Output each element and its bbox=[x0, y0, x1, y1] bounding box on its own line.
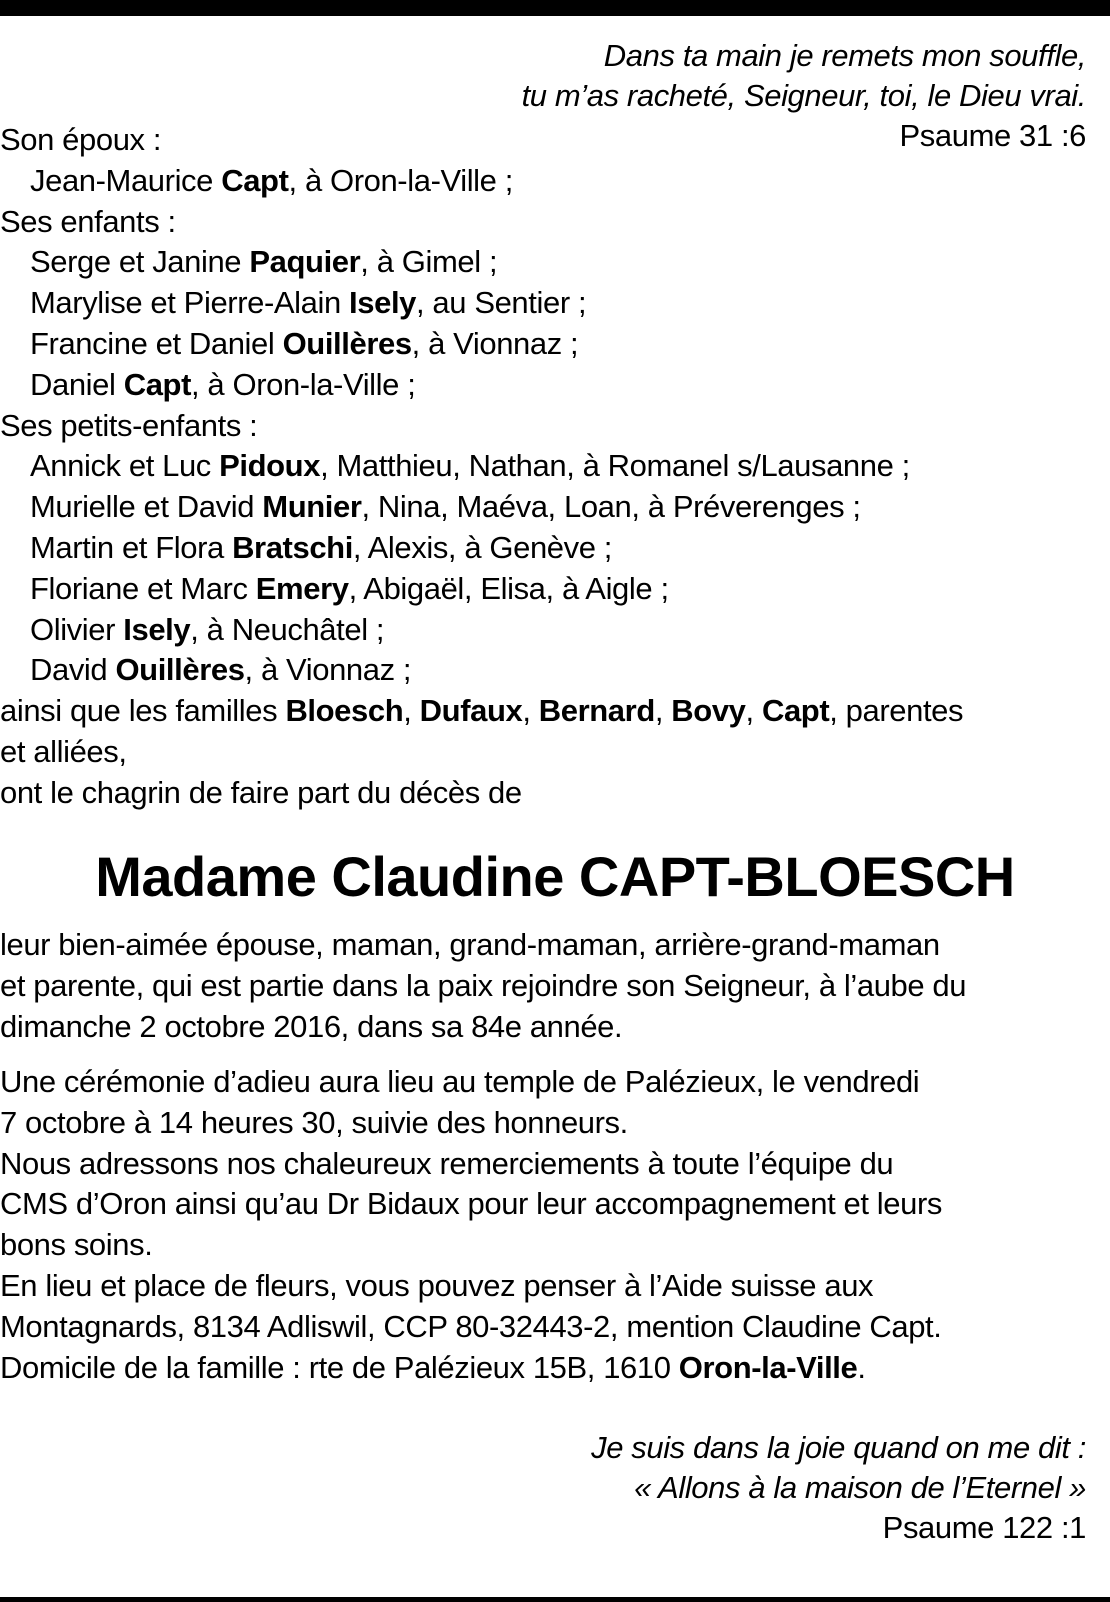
verse-bottom-line-2: « Allons à la maison de l’Eternel » bbox=[634, 1470, 1086, 1505]
family-name: Bloesch bbox=[285, 693, 404, 729]
family-list bbox=[0, 120, 1100, 814]
grandchild-entry: David Ouillères, à Vionnaz ; bbox=[30, 652, 412, 688]
domicile-line: Domicile de la famille : rte de Palézieux 15B, 1610 Oron-la-Ville. bbox=[0, 1349, 866, 1385]
surname: Emery bbox=[255, 570, 349, 606]
surname: Ouillères bbox=[282, 325, 412, 361]
verse-top-line-1: Dans ta main je remets mon souffle, bbox=[603, 38, 1086, 73]
tribute-line-2: et parente, qui est partie dans la paix rejoindre son Seigneur, à l’aube du bbox=[0, 967, 967, 1003]
surname: Paquier bbox=[249, 244, 361, 280]
surname: Ouillères bbox=[115, 652, 245, 688]
verse-bottom-reference: Psaume 122 :1 bbox=[882, 1510, 1086, 1545]
family-name: Bovy bbox=[671, 693, 746, 729]
donation-line-1: En lieu et place de fleurs, vous pouvez penser à l’Aide suisse aux bbox=[0, 1267, 874, 1303]
thanks-line-1: Nous adressons nos chaleureux remerciements à toute l’équipe du bbox=[0, 1145, 894, 1181]
tribute-paragraph bbox=[0, 925, 1100, 1047]
surname: Munier bbox=[262, 489, 362, 525]
grandchild-entry: Olivier Isely, à Neuchâtel ; bbox=[30, 611, 385, 647]
children-label: Ses enfants : bbox=[0, 203, 176, 239]
grandchildren-label: Ses petits-enfants : bbox=[0, 407, 258, 443]
tribute-line-1: leur bien-aimée épouse, maman, grand-maman, arrière-grand-maman bbox=[0, 927, 940, 962]
family-name: Dufaux bbox=[419, 693, 523, 729]
thanks-line-2: CMS d’Oron ainsi qu’au Dr Bidaux pour leur accompagnement et leurs bbox=[0, 1186, 942, 1222]
grandchild-entry: Murielle et David Munier, Nina, Maéva, Loan, à Préverenges ; bbox=[30, 489, 861, 525]
grandchild-entry: Martin et Flora Bratschi, Alexis, à Genève ; bbox=[30, 529, 613, 565]
family-name: Capt bbox=[761, 693, 830, 729]
surname: Isely bbox=[123, 611, 191, 647]
child-entry: Serge et Janine Paquier, à Gimel ; bbox=[30, 244, 498, 280]
surname: Capt bbox=[123, 366, 191, 402]
surname: Bratschi bbox=[232, 529, 353, 565]
child-entry: Marylise et Pierre-Alain Isely, au Sentier ; bbox=[30, 285, 587, 321]
verse-bottom bbox=[591, 1428, 1086, 1548]
domicile-town: Oron-la-Ville bbox=[678, 1349, 858, 1385]
surname: Isely bbox=[349, 285, 416, 321]
spouse-entry: Jean-Maurice Capt, à Oron-la-Ville ; bbox=[30, 162, 513, 198]
grandchild-entry: Floriane et Marc Emery, Abigaël, Elisa, à Aigle ; bbox=[30, 570, 669, 606]
ceremony-line-1: Une cérémonie d’adieu aura lieu au temple de Palézieux, le vendredi bbox=[0, 1064, 920, 1099]
deceased-name: Madame Claudine CAPT-BLOESCH bbox=[95, 845, 1015, 908]
child-entry: Daniel Capt, à Oron-la-Ville ; bbox=[30, 366, 416, 402]
families-line-2: et alliées, bbox=[0, 733, 127, 769]
bottom-rule bbox=[0, 1597, 1110, 1602]
top-rule bbox=[0, 0, 1110, 16]
verse-top-reference: Psaume 31 :6 bbox=[899, 118, 1086, 153]
verse-top-line-2: tu m’as racheté, Seigneur, toi, le Dieu vrai. bbox=[521, 78, 1086, 113]
family-name: Bernard bbox=[538, 693, 655, 729]
surname: Capt bbox=[221, 162, 289, 198]
families-line: ainsi que les familles Bloesch, Dufaux, Bernard, Bovy, Capt, parentes bbox=[0, 693, 964, 729]
grandchild-entry: Annick et Luc Pidoux, Matthieu, Nathan, à Romanel s/Lausanne ; bbox=[30, 448, 910, 484]
child-entry: Francine et Daniel Ouillères, à Vionnaz ; bbox=[30, 325, 579, 361]
tribute-line-3: dimanche 2 octobre 2016, dans sa 84e année. bbox=[0, 1008, 623, 1044]
verse-bottom-line-1: Je suis dans la joie quand on me dit : bbox=[591, 1430, 1086, 1465]
ceremony-line-2: 7 octobre à 14 heures 30, suivie des honneurs. bbox=[0, 1104, 628, 1140]
announcement: ont le chagrin de faire part du décès de bbox=[0, 774, 522, 810]
thanks-line-3: bons soins. bbox=[0, 1227, 153, 1263]
ceremony-paragraph bbox=[0, 1062, 1100, 1388]
surname: Pidoux bbox=[219, 448, 321, 484]
spouse-label: Son époux : bbox=[0, 122, 162, 157]
donation-line-2: Montagnards, 8134 Adliswil, CCP 80-32443-2, mention Claudine Capt. bbox=[0, 1308, 942, 1344]
